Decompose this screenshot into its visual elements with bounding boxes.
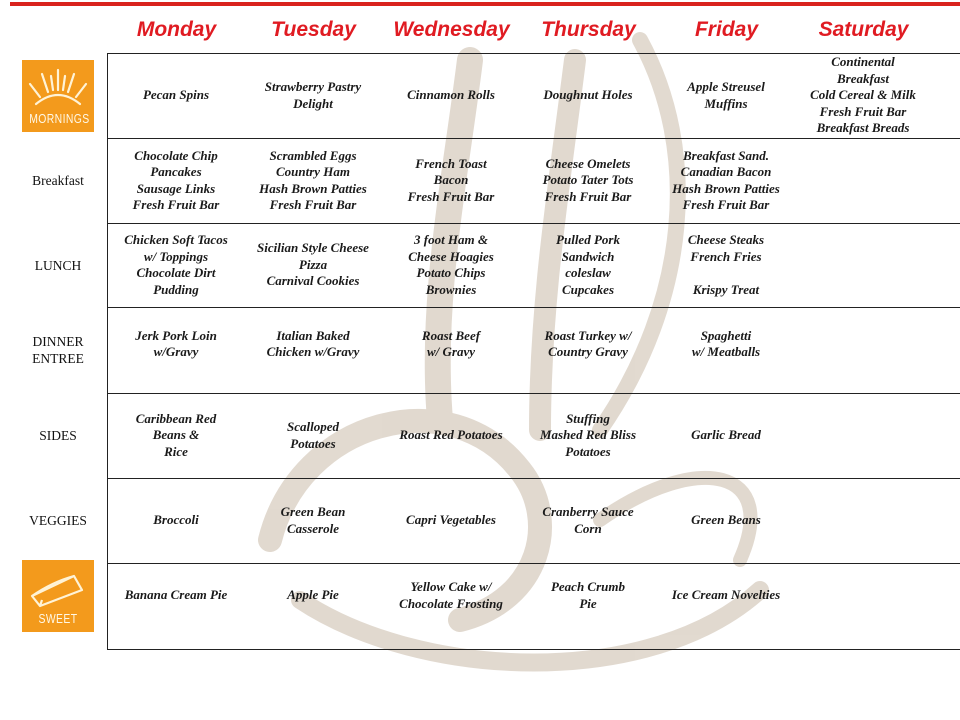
menu-item-line: Brownies (425, 281, 477, 297)
menu-item-line: w/ Gravy (426, 344, 476, 359)
menu-cell-monday (109, 587, 243, 604)
top-red-rule (10, 2, 960, 6)
menu-item-line: coleslaw (565, 265, 611, 280)
menu-item-line: Fresh Fruit Bar (269, 197, 357, 212)
menu-item-line: Country Gravy (548, 344, 628, 359)
menu-item-line: Cheese Omelets (545, 155, 631, 171)
menu-item-line: Continental (831, 54, 895, 70)
menu-cell-wednesday (384, 232, 518, 298)
menu-item-line: Roast Turkey w/ (544, 327, 632, 343)
menu-item-line: Cranberry Sauce (542, 504, 634, 519)
menu-item-line: Roast Red Potatoes (399, 427, 503, 443)
day-header-monday: Monday (136, 18, 217, 41)
menu-item-line: Delight (293, 95, 333, 111)
menu-cell-tuesday (246, 504, 380, 537)
menu-item-line: Scrambled Eggs (269, 147, 357, 163)
menu-item-line: Breakfast Breads (816, 120, 910, 136)
menu-item-line: Potatoes (565, 443, 611, 459)
menu-cell-tuesday (246, 328, 380, 361)
menu-item-line: Doughnut Holes (543, 87, 633, 103)
menu-item-line: Green Beans (691, 512, 761, 528)
row-divider (107, 393, 960, 395)
menu-cell-wednesday (384, 427, 518, 444)
menu-item-line: Fresh Fruit Bar (407, 188, 495, 204)
menu-item-line: 3 foot Ham & (413, 232, 489, 247)
menu-cell-monday (109, 232, 243, 298)
menu-item-line: Casserole (287, 520, 339, 536)
menu-cell-tuesday (246, 419, 380, 452)
menu-item-line: Jerk Pork Loin (135, 327, 217, 343)
menu-item-line: Sausage Links (136, 180, 216, 196)
menu-item-line: Cheese Hoagies (408, 248, 494, 264)
menu-item-line: Breakfast Sand. (683, 147, 769, 163)
day-header-saturday: Saturday (818, 18, 909, 41)
menu-item-line: Fresh Fruit Bar (544, 188, 632, 204)
menu-cell-monday (109, 411, 243, 461)
menu-cell-thursday (521, 504, 655, 537)
menu-item-line: Hash Brown Patties (259, 180, 367, 196)
menu-item-line: Muffins (704, 95, 748, 111)
menu-cell-monday (109, 87, 243, 104)
menu-item-line: Potato Chips (416, 265, 486, 280)
menu-item-line: Cinnamon Rolls (407, 87, 495, 103)
menu-item-line: Pecan Spins (142, 87, 210, 103)
menu-cell-monday (109, 148, 243, 214)
menu-cell-wednesday (384, 579, 518, 612)
row-label-dinner-entree: DINNER ENTREE (32, 334, 84, 366)
menu-item-line: Canadian Bacon (680, 164, 772, 179)
menu-item-line: Rice (164, 443, 188, 459)
menu-item-line: Sandwich (561, 248, 615, 264)
menu-item-line: French Toast (415, 155, 487, 171)
menu-item-line: Cheese Steaks (687, 232, 765, 247)
menu-item-line: Beans & (152, 427, 200, 443)
menu-cell-tuesday (246, 79, 380, 112)
sweet-badge (22, 560, 94, 632)
menu-item-line: w/ Meatballs (691, 344, 761, 359)
menu-cell-friday (659, 587, 793, 604)
menu-item-line: Pudding (153, 281, 199, 297)
menu-item-line: Corn (574, 520, 602, 536)
menu-cell-thursday (521, 232, 655, 298)
menu-cell-saturday (796, 54, 930, 137)
menu-cell-wednesday (384, 156, 518, 206)
row-divider (107, 563, 960, 565)
menu-item-line: w/ Toppings (143, 248, 209, 264)
menu-item-line: Roast Beef (421, 327, 481, 343)
menu-cell-wednesday (384, 512, 518, 529)
row-label-lunch: LUNCH (34, 257, 82, 273)
menu-item-line: Capri Vegetables (406, 512, 496, 528)
menu-item-line: Green Bean (280, 504, 346, 519)
menu-item-line: Scalloped (287, 419, 339, 434)
menu-cell-friday (659, 328, 793, 361)
menu-item-line: Italian Baked (276, 327, 350, 343)
mornings-badge (22, 60, 94, 132)
menu-item-line: Carnival Cookies (266, 273, 360, 289)
day-header-thursday: Thursday (541, 18, 636, 41)
day-header-wednesday: Wednesday (393, 18, 510, 41)
menu-item-line: Country Ham (275, 164, 351, 179)
menu-item-line: Garlic Bread (691, 427, 761, 443)
menu-item-line: Fresh Fruit Bar (132, 197, 220, 212)
badge-label: SWEET (38, 610, 78, 626)
menu-item-line: Banana Cream Pie (124, 587, 228, 603)
menu-item-line: Broccoli (153, 512, 199, 528)
menu-cell-friday (659, 427, 793, 444)
row-divider (107, 138, 960, 140)
menu-cell-tuesday (246, 240, 380, 290)
menu-item-line: Hash Brown Patties (672, 180, 780, 196)
menu-item-line: Apple Streusel (687, 79, 765, 94)
row-divider (107, 307, 960, 309)
menu-item-line: Potato Tater Tots (542, 172, 634, 188)
row-label-sides: SIDES (39, 428, 77, 443)
menu-cell-friday (659, 79, 793, 112)
menu-item-line: Sicilian Style Cheese (257, 240, 369, 256)
menu-cell-monday (109, 512, 243, 529)
menu-cell-monday (109, 328, 243, 361)
menu-cell-friday (659, 512, 793, 529)
menu-item-line: Fresh Fruit Bar (819, 103, 907, 119)
menu-cell-wednesday (384, 87, 518, 104)
menu-cell-thursday (521, 328, 655, 361)
menu-item-line: Krispy Treat (692, 281, 760, 297)
menu-cell-thursday (521, 411, 655, 461)
menu-item-line: Ice Cream Novelties (671, 587, 781, 603)
menu-cell-thursday (521, 87, 655, 104)
menu-item-line: Peach Crumb (550, 579, 626, 594)
menu-item-line: Spaghetti (700, 327, 752, 343)
menu-cell-thursday (521, 579, 655, 612)
menu-item-line: Fresh Fruit Bar (682, 197, 770, 212)
menu-cell-wednesday (384, 328, 518, 361)
menu-item-line: Pulled Pork (556, 232, 620, 247)
menu-item-line: Chocolate Frosting (399, 595, 503, 611)
menu-item-line: Mashed Red Bliss (539, 427, 637, 443)
menu-cell-friday (659, 232, 793, 298)
menu-item-line: French Fries (690, 248, 762, 264)
menu-item-line: Chicken Soft Tacos (124, 232, 228, 247)
menu-item-line: Chocolate Chip (134, 147, 218, 163)
menu-item-line: Caribbean Red (135, 410, 217, 426)
menu-item-line: Cupcakes (562, 281, 614, 297)
row-label-veggies: VEGGIES (29, 513, 87, 528)
menu-cell-thursday (521, 156, 655, 206)
menu-cell-friday (659, 148, 793, 214)
day-header-tuesday: Tuesday (271, 18, 356, 41)
badge-label: MORNINGS (29, 110, 90, 126)
menu-item-line: Yellow Cake w/ (410, 579, 492, 594)
row-label-breakfast: Breakfast (32, 173, 84, 188)
menu-item-line: Strawberry Pastry (264, 79, 362, 94)
menu-item-line: Stuffing (566, 410, 610, 426)
day-header-friday: Friday (694, 18, 759, 41)
menu-cell-tuesday (246, 148, 380, 214)
menu-item-line: Pie (579, 595, 597, 611)
menu-item-line: Chocolate Dirt (136, 265, 216, 280)
menu-item-line: Bacon (433, 172, 469, 188)
menu-item-line: Potatoes (290, 435, 336, 451)
menu-item-line: Chicken w/Gravy (266, 344, 360, 359)
menu-item-line: Apple Pie (287, 587, 339, 603)
menu-item-line: Pancakes (150, 164, 202, 179)
menu-cell-tuesday (246, 587, 380, 604)
menu-item-line: w/Gravy (153, 344, 199, 359)
menu-item-line: Breakfast (837, 70, 889, 86)
row-divider (107, 478, 960, 480)
menu-item-line: Cold Cereal & Milk (810, 87, 916, 103)
row-divider (107, 223, 960, 225)
menu-item-line: Pizza (298, 256, 328, 272)
